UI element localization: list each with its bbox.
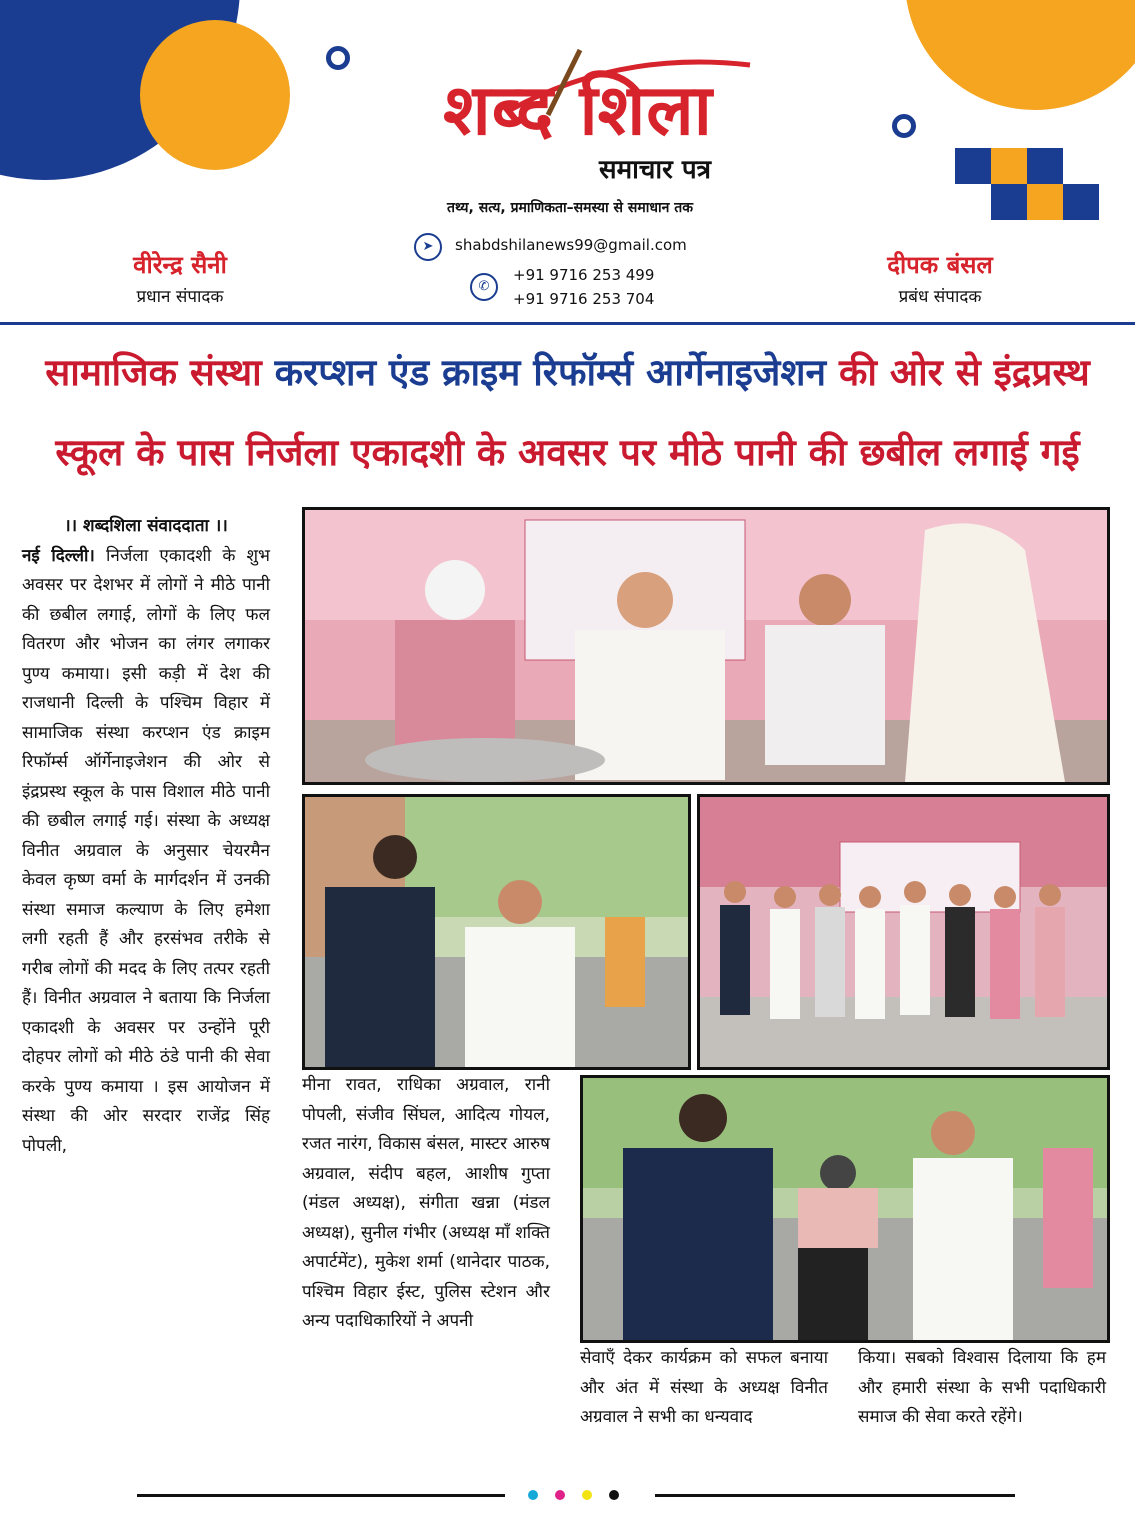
pen-swoosh-icon [500,40,760,120]
masthead-subtitle: समाचार पत्र [599,155,711,185]
phone-number-1: +91 9716 253 499 [513,266,655,284]
email-link[interactable]: shabdshilanews99@gmail.com [455,236,687,254]
photo-scooter-serving [580,1075,1110,1343]
decor-orange-circle-left [140,20,290,170]
footer-dot-magenta [555,1490,565,1500]
headline-part-c: की ओर से इंद्रप्रस्थ [826,351,1090,394]
headline-part-a: सामाजिक संस्था [45,351,275,394]
headline-line-1 [20,348,1115,398]
dateline: नई दिल्ली। [22,545,95,566]
footer-dots [528,1490,628,1502]
photo-serving-water [302,507,1110,785]
masthead-divider [0,322,1135,325]
photo-group-members [697,794,1110,1070]
footer-dot-black [609,1490,619,1500]
decor-checker-squares [955,148,1105,228]
byline: ।। शब्दशिला संवाददाता ।। [64,516,228,536]
phone-number-2: +91 9716 253 704 [513,290,655,308]
decor-ring-right [892,114,916,138]
footer-rule-left [137,1494,505,1497]
article-column-3: सेवाएँ देकर कार्यक्रम को सफल बनाया और अंत में संस्था के अध्यक्ष विनीत अग्रवाल ने सभी का धन्यवाद [580,1348,828,1427]
masthead-title: शब्द शिला [443,68,713,151]
footer-dot-cyan [528,1490,538,1500]
chief-editor-role: प्रधान संपादक [136,287,224,307]
headline-line-2: स्कूल के पास निर्जला एकादशी के अवसर पर मीठे पानी की छबील लगाई गई [55,431,1080,474]
managing-editor-name: दीपक बंसल [887,251,993,279]
footer-dot-yellow [582,1490,592,1500]
footer-rule-right [655,1494,1015,1497]
chief-editor-name: वीरेन्द्र सैनी [133,251,227,279]
article-text-col1: निर्जला एकादशी के शुभ अवसर पर देशभर में लोगों ने मीठे पानी की छबील लगाई, लोगों के लिए फल वितरण और भोजन का लंगर लगाकर पुण्य कमाया। इसी कड़ी में देश की राजधानी दिल्ली के पश्चिम विहार में सामाजिक संस्था करप्शन एंड क्राइम रिफॉर्म्स ऑर्गेनाइजेशन की ओर से इंद्रप्रस्थ स्कूल के पास विशाल मीठे पानी की छबील लगाई गई। संस्था के अध्यक्ष विनीत अग्रवाल के अनुसार चेयरमैन केवल कृष्ण वर्मा के मार्गदर्शन में उनकी संस्था समाज कल्याण के लिए हमेशा लगी रहती हैं और हरसंभव तरीके से गरीब लोगों की मदद के लिए तत्पर रहती हैं। विनीत अग्रवाल ने बताया कि निर्जला एकादशी के अवसर पर उन्होंने पूरी दोहपर लोगों को मीठे ठंडे पानी की सेवा करके पुण्य कमाया । इस आयोजन में संस्था की ओर सरदार राजेंद्र सिंह पोपली, [22,545,270,1156]
photo-street-serving [302,794,691,1070]
article-column-1 [22,512,270,1161]
headline-organisation: करप्शन एंड क्राइम रिफॉर्म्स आर्गेनाइजेशन [274,351,827,394]
decor-orange-circle-right [905,0,1135,110]
managing-editor-role: प्रबंध संपादक [898,287,982,307]
decor-ring-left [326,46,350,70]
article-column-2: मीना रावत, राधिका अग्रवाल, रानी पोपली, संजीव सिंघल, आदित्य गोयल, रजत नारंग, विकास बंसल, मास्टर आरुष अग्रवाल, संदीप बहल, आशीष गुप्ता (मंडल अध्यक्ष), संगीता खन्ना (मंडल अध्यक्ष), सुनील गंभीर (अध्यक्ष माँ शक्ति अपार्टमेंट), मुकेश शर्मा (थानेदार पाठक, पश्चिम विहार ईस्ट, पुलिस स्टेशन और अन्य पदाधिकारियों ने अपनी [302,1075,550,1331]
phone-icon: ✆ [470,273,498,301]
cursor-icon: ➤ [414,233,442,261]
article-column-4: किया। सबको विश्वास दिलाया कि हम और हमारी संस्था के सभी पदाधिकारी समाज की सेवा करते रहेंगे। [858,1348,1106,1427]
masthead-tagline: तथ्य, सत्य, प्रमाणिकता–समस्या से समाधान तक [447,200,693,216]
